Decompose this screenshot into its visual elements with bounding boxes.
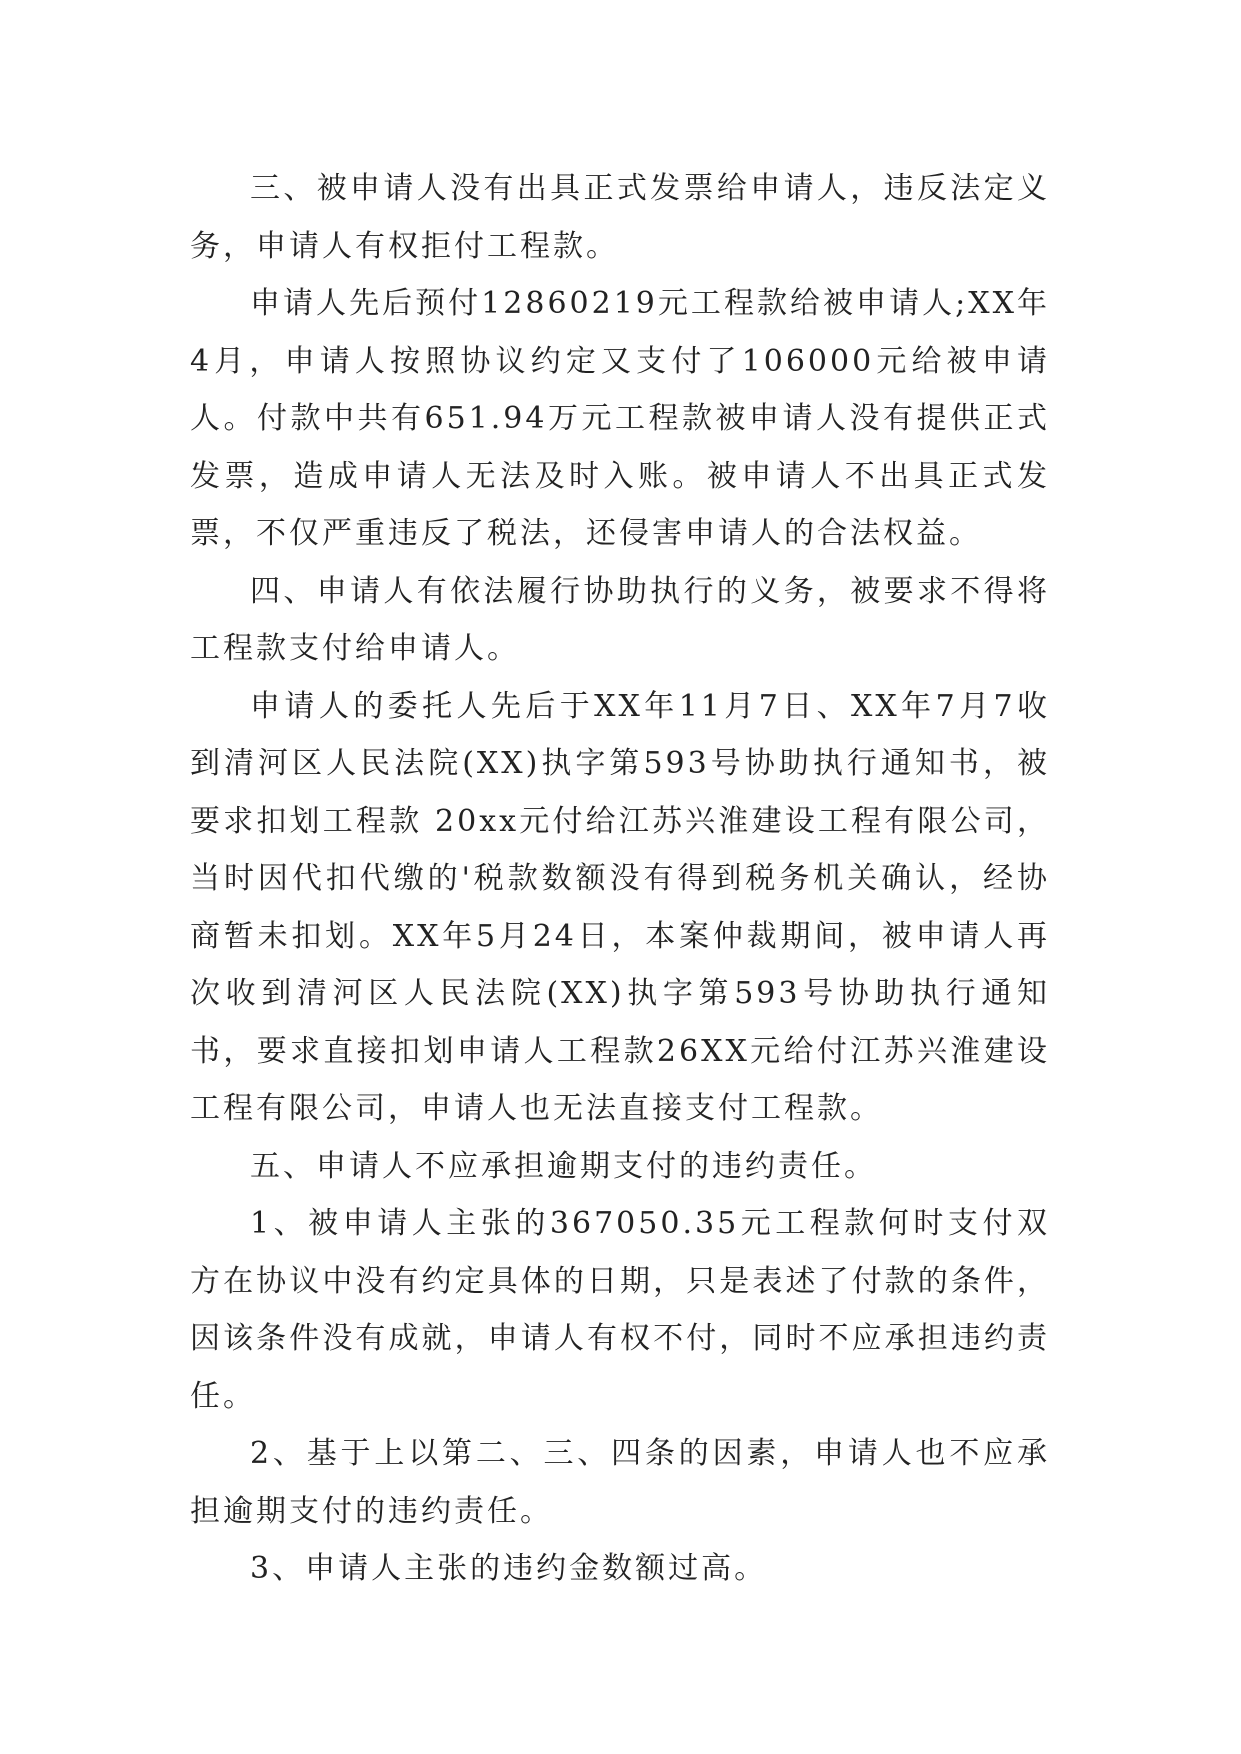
document-body xyxy=(190,160,1050,1598)
paragraph-item-2: 2、基于上以第二、三、四条的因素，申请人也不应承担逾期支付的违约责任。 xyxy=(190,1436,1050,1529)
paragraph-item-1: 1、被申请人主张的367050.35元工程款何时支付双方在协议中没有约定具体的日期，只是表述了付款的条件，因该条件没有成就，申请人有权不付，同时不应承担违约责任。 xyxy=(190,1206,1050,1414)
paragraph-enforcement-notice: 申请人的委托人先后于XX年11月7日、XX年7月7收到清河区人民法院(XX)执字第593号协助执行通知书，被要求扣划工程款 20xx元付给江苏兴淮建设工程有限公司，当时因代扣代缴的'税款数额没有得到税务机关确认，经协商暂未扣划。XX年5月24日，本案仲裁期间，被申请人再次收到清河区人民法院(XX)执字第593号协助执行通知书，要求直接扣划申请人工程款26XX元给付江苏兴淮建设工程有限公司，申请人也无法直接支付工程款。 xyxy=(190,688,1050,1126)
paragraph-section-3: 三、被申请人没有出具正式发票给申请人，违反法定义务，申请人有权拒付工程款。 xyxy=(190,171,1050,264)
paragraph-prepayment: 申请人先后预付12860219元工程款给被申请人;XX年4月，申请人按照协议约定又支付了106000元给被申请人。付款中共有651.94万元工程款被申请人没有提供正式发票，造成申请人无法及时入账。被申请人不出具正式发票，不仅严重违反了税法，还侵害申请人的合法权益。 xyxy=(190,286,1050,551)
paragraph-section-5: 五、申请人不应承担逾期支付的违约责任。 xyxy=(250,1148,877,1184)
paragraph-item-3: 3、申请人主张的违约金数额过高。 xyxy=(250,1551,768,1586)
paragraph-section-4: 四、申请人有依法履行协助执行的义务，被要求不得将工程款支付给申请人。 xyxy=(190,573,1050,666)
